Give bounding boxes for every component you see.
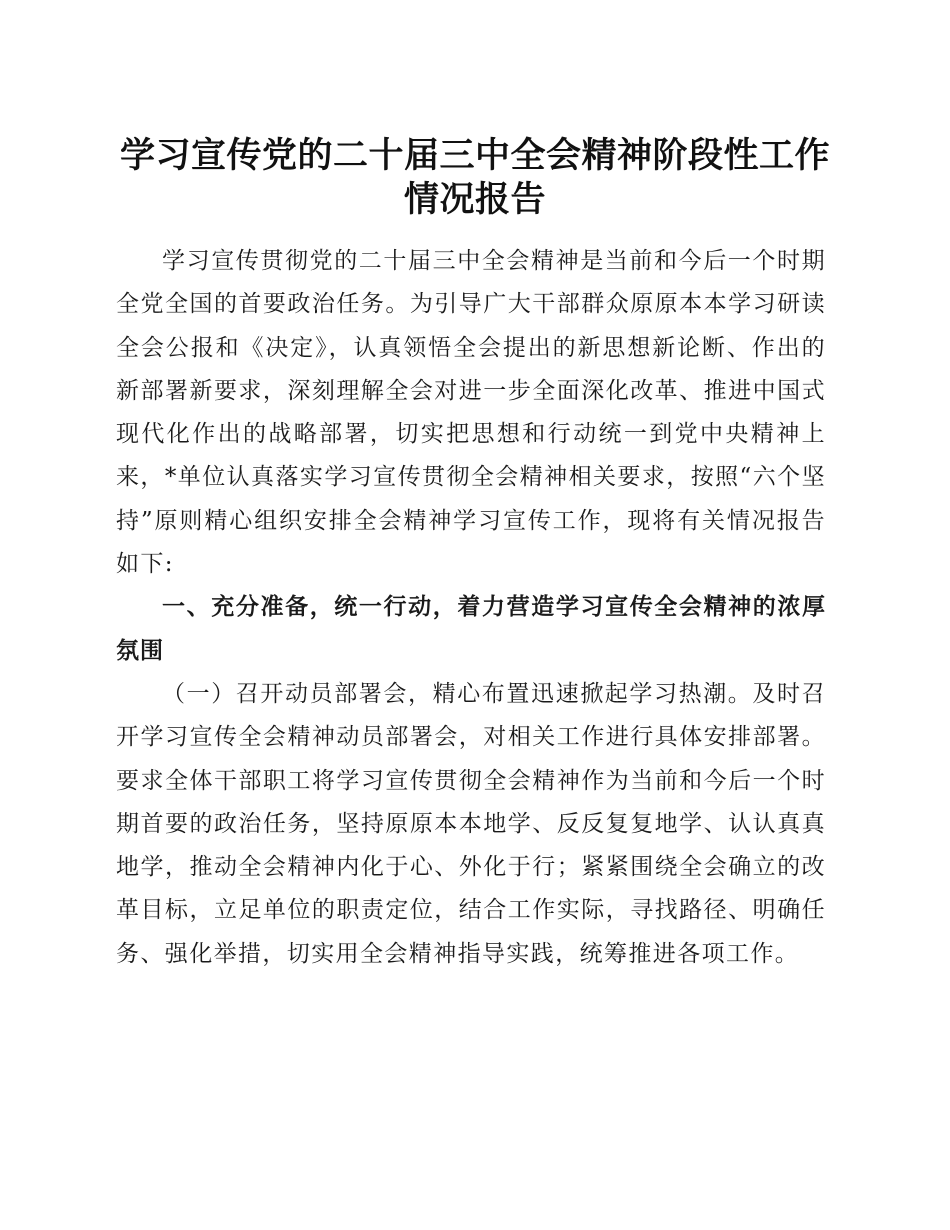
subsection-1-body: 及时召开学习宣传全会精神动员部署会，对相关工作进行具体安排部署。要求全体干部职工将学习宣传贯彻全会精神作为当前和今后一个时期首要的政治任务，坚持原原本本地学、反反复复地学、认认真真地学，推动全会精神内化于心、外化于行；紧紧围绕全会确立的改革目标，立足单位的职责定位，结合工作实际，寻找路径、明确任务、强化举措，切实用全会精神指导实践，统筹推进各项工作。	[116, 680, 826, 967]
subsection-1-heading: （一）召开动员部署会，精心布置迅速掀起学习热潮。	[162, 680, 753, 707]
section-1-heading: 一、充分准备，统一行动，着力营造学习宣传全会精神的浓厚氛围	[116, 594, 826, 664]
subsection-1-paragraph	[116, 673, 826, 976]
document-body	[116, 240, 826, 976]
intro-paragraph: 学习宣传贯彻党的二十届三中全会精神是当前和今后一个时期全党全国的首要政治任务。为引导广大干部群众原原本本学习研读全会公报和《决定》，认真领悟全会提出的新思想新论断、作出的新部署新要求，深刻理解全会对进一步全面深化改革、推进中国式现代化作出的战略部署，切实把思想和行动统一到党中央精神上来，*单位认真落实学习宣传贯彻全会精神相关要求，按照“六个坚持”原则精心组织安排全会精神学习宣传工作，现将有关情况报告如下:	[116, 248, 826, 578]
title-line-1: 学习宣传党的二十届三中全会精神阶段性工作	[119, 136, 830, 176]
document-title	[100, 134, 850, 222]
title-line-2: 情况报告	[403, 180, 546, 220]
